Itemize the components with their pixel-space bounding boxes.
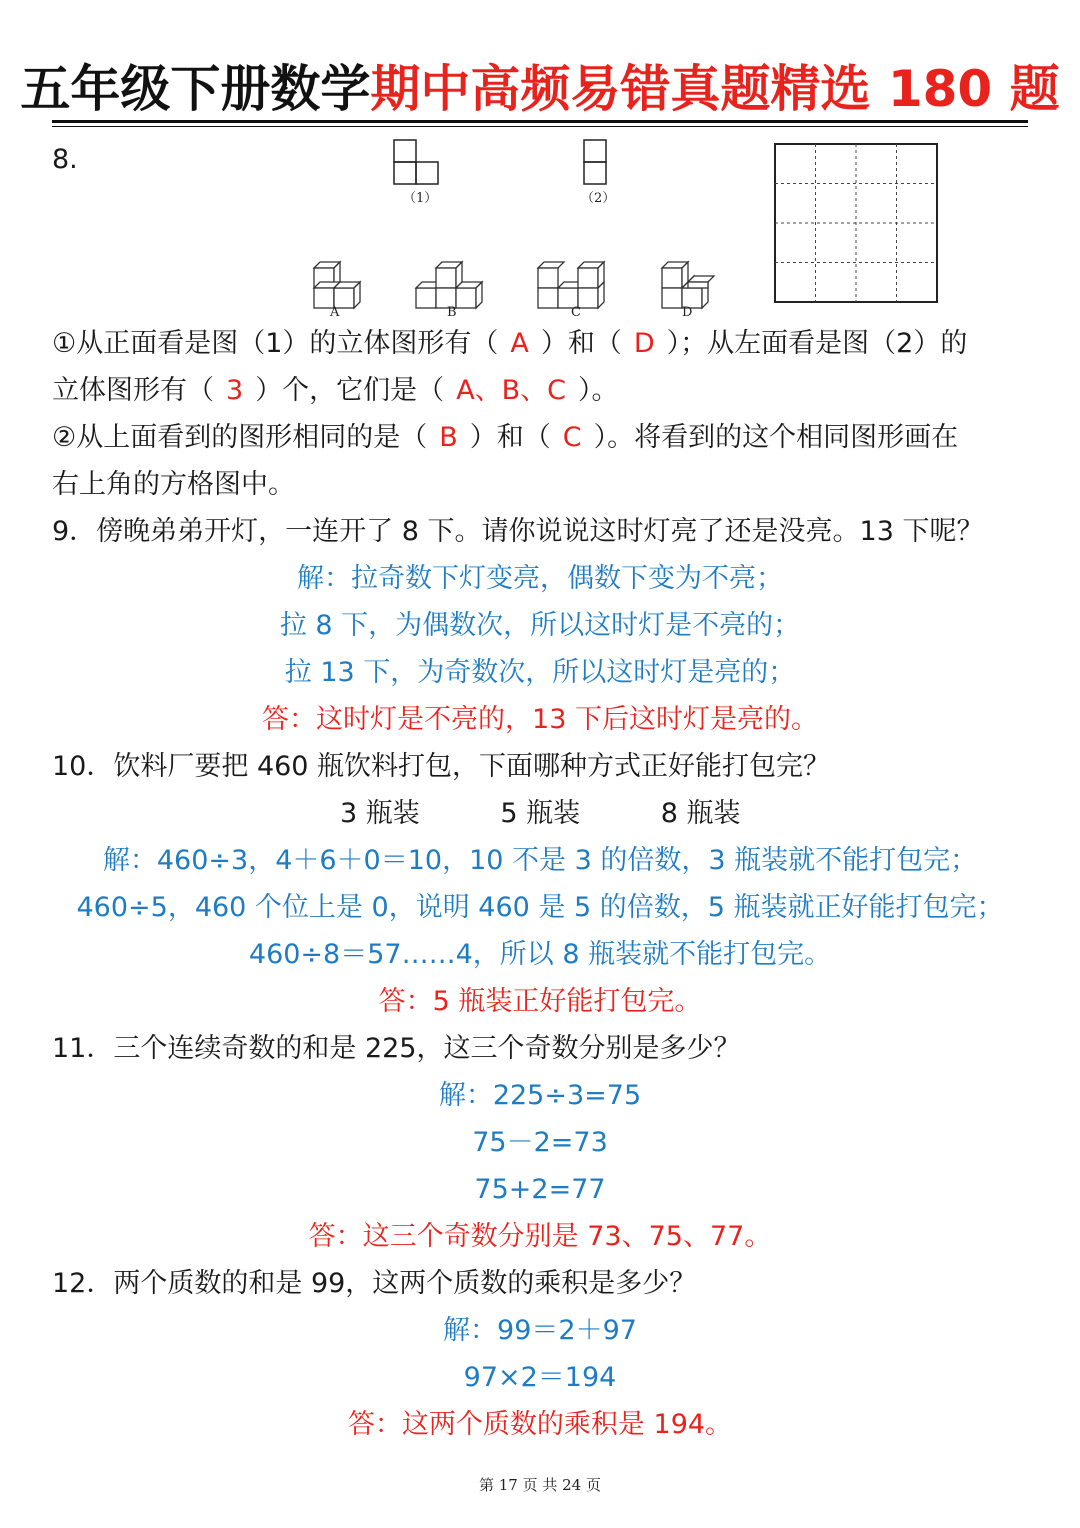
q11-solution-2: 75－2=73 bbox=[472, 1127, 608, 1158]
q9-solution-2: 拉 8 下，为偶数次，所以这时灯是不亮的； bbox=[279, 610, 801, 641]
q9-answer: 答：这时灯是不亮的，13 下后这时灯是亮的。 bbox=[262, 704, 818, 735]
q11-solution-1: 解：225÷3=75 bbox=[438, 1080, 642, 1111]
page-footer: 第 17 页 共 24 页 bbox=[478, 1476, 601, 1494]
view1-label: （1） bbox=[403, 191, 438, 206]
q10-option: 3 瓶装 bbox=[340, 798, 420, 829]
view2-cell bbox=[584, 162, 606, 184]
q8-answer-front-1: A bbox=[510, 328, 529, 359]
q8-answer-top-1: B bbox=[439, 422, 458, 453]
q10-solution-2: 460÷5，460 个位上是 0，说明 460 是 5 的倍数，5 瓶装就正好能打包完； bbox=[76, 892, 1004, 923]
title-red-part: 期中高频易错真题精选 180 题 bbox=[370, 60, 1060, 118]
q11-answer: 答：这三个奇数分别是 73、75、77。 bbox=[308, 1221, 772, 1252]
cube-label-a: A bbox=[330, 305, 340, 320]
cube-label-b: B bbox=[447, 305, 457, 320]
q8-answer-left: A、B、C bbox=[456, 375, 567, 406]
q8-line1: ①从正面看是图（1）的立体图形有（ A ）和（ D ）；从左面看是图（2）的 bbox=[52, 328, 968, 359]
q10-answer: 答：5 瓶装正好能打包完。 bbox=[378, 986, 702, 1017]
view2-cell bbox=[584, 140, 606, 162]
q9-solution-3: 拉 13 下，为奇数次，所以这时灯是亮的； bbox=[284, 657, 796, 688]
cube-label-c: C bbox=[571, 305, 581, 320]
q10-question: 10．饮料厂要把 460 瓶饮料打包，下面哪种方式正好能打包完？ bbox=[52, 751, 831, 782]
q12-question: 12．两个质数的和是 99，这两个质数的乘积是多少？ bbox=[52, 1268, 697, 1299]
cube-figure-d bbox=[662, 262, 714, 308]
cube-figure-a bbox=[314, 262, 360, 308]
q9-solution-1: 解：拉奇数下灯变亮，偶数下变为不亮； bbox=[297, 563, 783, 594]
q8-figures bbox=[300, 130, 960, 320]
q8-answer-top-2: C bbox=[562, 422, 582, 453]
cube-figure-b bbox=[416, 262, 482, 308]
title-black-part: 五年级下册数学 bbox=[20, 60, 371, 118]
view2-label: （2） bbox=[581, 191, 616, 206]
q10-option: 8 瓶装 bbox=[660, 798, 741, 829]
q12-solution-1: 解：99＝2＋97 bbox=[443, 1315, 637, 1346]
q10-options bbox=[340, 796, 760, 832]
q9-question: 9．傍晚弟弟开灯，一连开了 8 下。请你说说这时灯亮了还是没亮。13 下呢？ bbox=[52, 516, 984, 547]
view1-cell bbox=[394, 140, 416, 162]
cube-figure-c bbox=[538, 262, 604, 308]
answer-grid bbox=[775, 144, 937, 302]
q8-line2: 立体图形有（ 3 ）个，它们是（ A、B、C ）。 bbox=[52, 375, 619, 406]
q10-solution-3: 460÷8＝57……4，所以 8 瓶装就不能打包完。 bbox=[248, 939, 832, 970]
q8-line3: ②从上面看到的图形相同的是（ B ）和（ C ）。将看到的这个相同图形画在 bbox=[52, 422, 959, 453]
view1-cell bbox=[416, 162, 438, 184]
q8-answer-front-2: D bbox=[633, 328, 655, 359]
view1-cell bbox=[394, 162, 416, 184]
title-rule-thick bbox=[52, 120, 1028, 123]
q8-line4: 右上角的方格图中。 bbox=[52, 469, 295, 500]
q12-solution-2: 97×2＝194 bbox=[463, 1362, 617, 1393]
cube-label-d: D bbox=[682, 305, 693, 320]
q11-question: 11．三个连续奇数的和是 225，这三个奇数分别是多少？ bbox=[52, 1033, 741, 1064]
q10-option: 5 瓶装 bbox=[500, 798, 581, 829]
q11-solution-3: 75+2=77 bbox=[474, 1174, 606, 1205]
q10-solution-1: 解：460÷3，4＋6＋0＝10，10 不是 3 的倍数，3 瓶装就不能打包完； bbox=[102, 845, 978, 876]
title-rule-thin bbox=[52, 126, 1028, 127]
q8-answer-count: 3 bbox=[226, 375, 244, 406]
q8-number: 8. bbox=[52, 144, 78, 175]
q12-answer: 答：这两个质数的乘积是 194。 bbox=[347, 1409, 733, 1440]
page-title bbox=[0, 58, 1080, 120]
